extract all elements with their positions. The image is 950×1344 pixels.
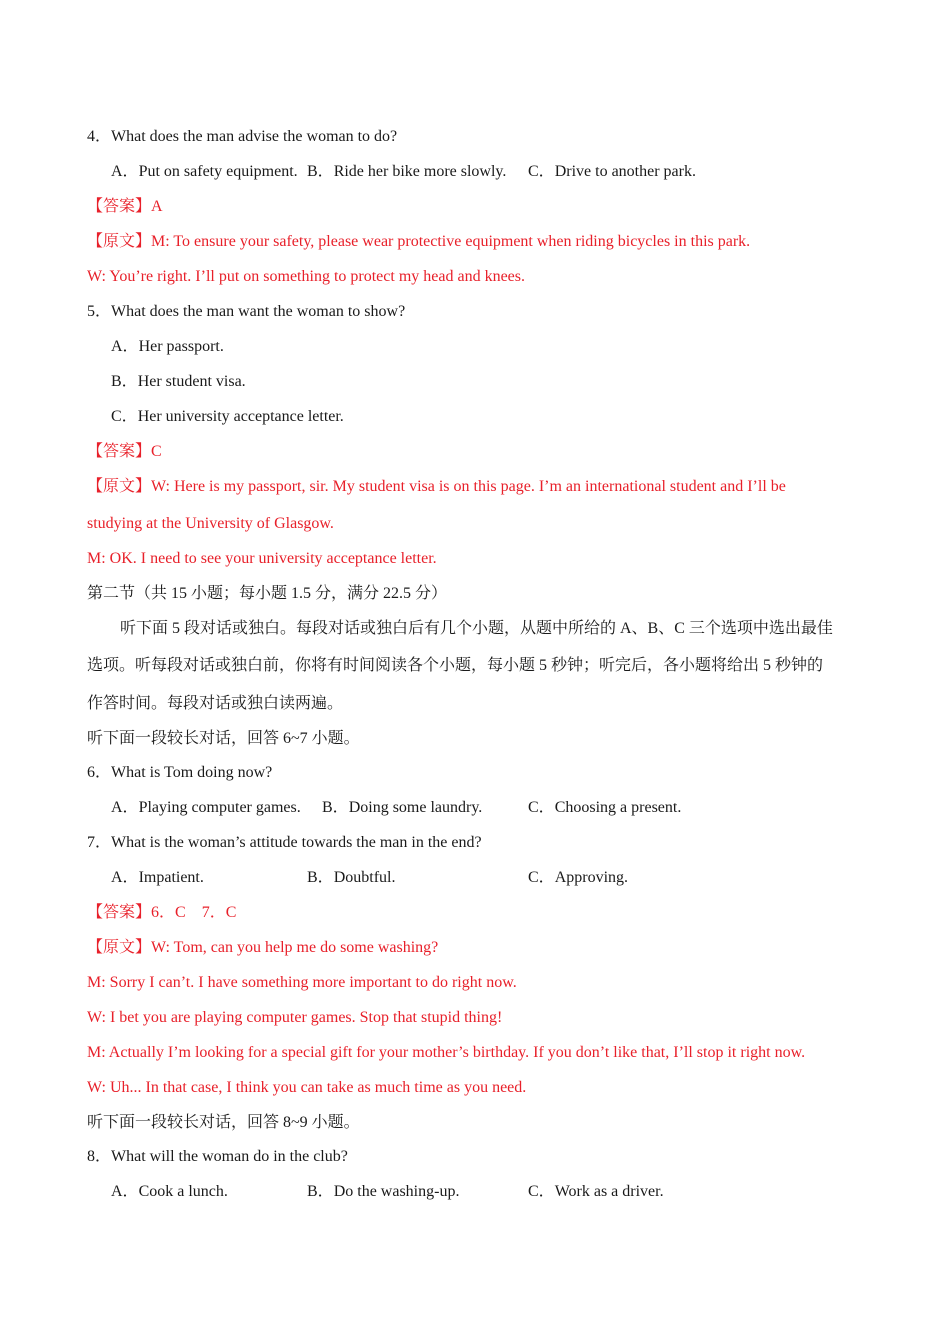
- transcript-6-7-line-2: M: Sorry I can’t. I have something more important to do right now.: [87, 974, 517, 991]
- question-number: 8．: [87, 1148, 112, 1165]
- transcript-6-7-line-5: W: Uh... In that case, I think you can take as much time as you need.: [87, 1079, 527, 1096]
- question-text: What will the woman do in the club?: [111, 1148, 348, 1165]
- option-c: C．Drive to another park.: [528, 163, 696, 180]
- option-a: A．Cook a lunch.: [111, 1183, 228, 1200]
- question-6-options: [111, 798, 871, 818]
- option-a: A．Playing computer games.: [111, 799, 301, 816]
- section-2-instructions-line-2: 选项。听每段对话或独白前，你将有时间阅读各个小题，每小题 5 秒钟；听完后，各小题将给出 5 秒钟的: [87, 657, 824, 674]
- transcript-5-line-3: M: OK. I need to see your university acceptance letter.: [87, 550, 437, 567]
- option-a: A．Put on safety equipment.: [111, 163, 298, 180]
- option-b: B．Doubtful.: [307, 869, 396, 886]
- transcript-6-7-line-1: 【原文】W: Tom, can you help me do some washing?: [87, 939, 439, 956]
- question-number: 5．: [87, 303, 112, 320]
- question-4-options: [111, 162, 871, 182]
- option-c: C．Choosing a present.: [528, 799, 682, 816]
- question-7: [87, 833, 482, 853]
- question-6: [87, 763, 272, 783]
- question-text: What does the man advise the woman to do?: [111, 128, 398, 145]
- transcript-5-line-1: 【原文】W: Here is my passport, sir. My student visa is on this page. I’m an international student and I’ll be: [87, 478, 786, 495]
- transcript-4-line-1: 【原文】M: To ensure your safety, please wear protective equipment when riding bicycles in this park.: [87, 233, 751, 250]
- question-4: [87, 127, 397, 147]
- transcript-tag: 【原文】: [87, 478, 152, 495]
- section-2-instructions-line-1: 听下面 5 段对话或独白。每段对话或独白后有几个小题，从题中所给的 A、B、C 三个选项中选出最佳: [120, 620, 833, 637]
- question-text: What is Tom doing now?: [111, 764, 273, 781]
- section-2-instructions-line-3: 作答时间。每段对话或独白读两遍。: [87, 695, 344, 712]
- question-number: 4．: [87, 128, 112, 145]
- answer-tag: 【答案】: [87, 904, 152, 921]
- answer-tag: 【答案】: [87, 198, 152, 215]
- answer-4: [87, 197, 163, 217]
- transcript-6-7-line-3: W: I bet you are playing computer games. Stop that stupid thing!: [87, 1009, 503, 1026]
- answer-tag: 【答案】: [87, 443, 152, 460]
- option-a: A．Her passport.: [111, 338, 224, 355]
- transcript-tag: 【原文】: [87, 939, 152, 956]
- option-b: B．Do the washing-up.: [307, 1183, 460, 1200]
- answer-value: A: [151, 198, 163, 215]
- option-b: B．Her student visa.: [111, 373, 246, 390]
- transcript-tag: 【原文】: [87, 233, 152, 250]
- answer-value: 6．C 7．C: [151, 904, 237, 921]
- answer-5: [87, 442, 162, 462]
- question-8-options: [111, 1182, 871, 1202]
- option-b: B．Ride her bike more slowly.: [307, 163, 507, 180]
- dialog-intro-6-7: 听下面一段较长对话，回答 6~7 小题。: [87, 730, 360, 747]
- answer-value: C: [151, 443, 162, 460]
- answer-6-7: [87, 903, 236, 923]
- transcript-5-line-2: studying at the University of Glasgow.: [87, 515, 334, 532]
- option-b: B．Doing some laundry.: [322, 799, 483, 816]
- question-number: 7．: [87, 834, 112, 851]
- transcript-4-line-2: W: You’re right. I’ll put on something to protect my head and knees.: [87, 268, 525, 285]
- section-2-heading: 第二节（共 15 小题；每小题 1.5 分，满分 22.5 分）: [87, 585, 448, 602]
- question-number: 6．: [87, 764, 112, 781]
- question-8: [87, 1147, 348, 1167]
- question-text: What does the man want the woman to show?: [111, 303, 406, 320]
- option-c: C．Her university acceptance letter.: [111, 408, 344, 425]
- option-a: A．Impatient.: [111, 869, 204, 886]
- option-c: C．Work as a driver.: [528, 1183, 664, 1200]
- question-7-options: [111, 868, 871, 888]
- option-c: C．Approving.: [528, 869, 629, 886]
- question-5: [87, 302, 405, 322]
- dialog-intro-8-9: 听下面一段较长对话，回答 8~9 小题。: [87, 1114, 360, 1131]
- question-text: What is the woman’s attitude towards the man in the end?: [111, 834, 482, 851]
- transcript-6-7-line-4: M: Actually I’m looking for a special gift for your mother’s birthday. If you don’t like that, I’ll stop it right now.: [87, 1044, 806, 1061]
